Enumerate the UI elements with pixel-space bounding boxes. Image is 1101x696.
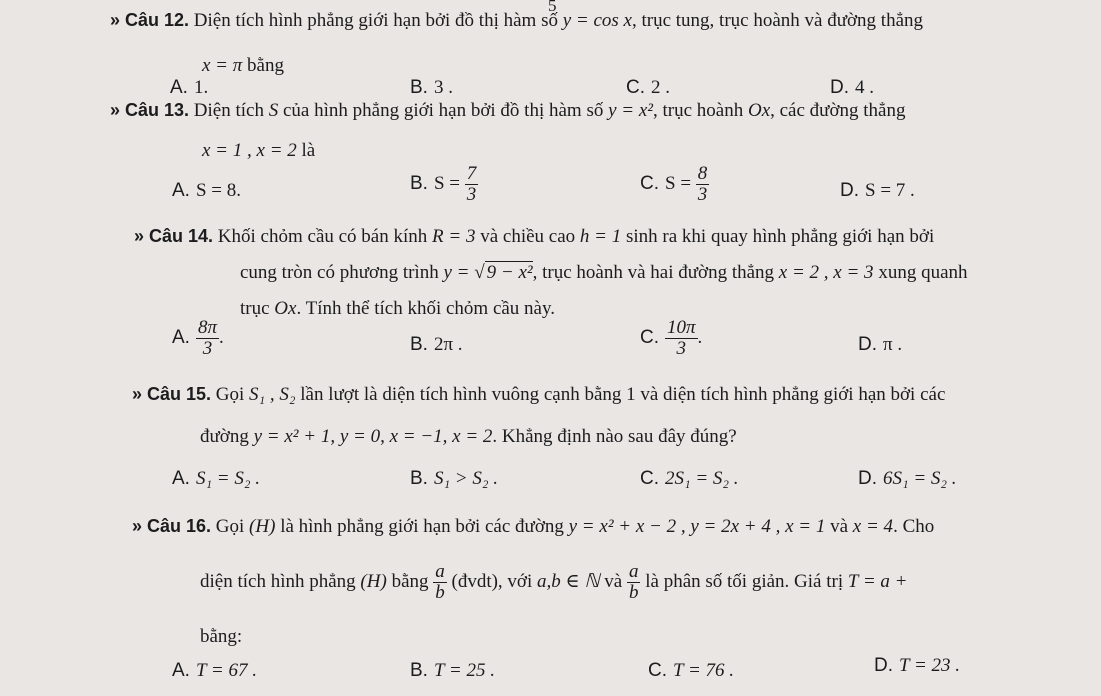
q16-label: » Câu 16. — [132, 516, 212, 536]
q16-option-c-label: C. — [648, 660, 667, 681]
q13-option-a[interactable] — [172, 180, 241, 202]
q15-option-b-label: B. — [410, 468, 428, 489]
q15-text-2: lần lượt là diện tích hình vuông cạnh bằng 1 và diện tích hình phẳng giới hạn bởi các — [295, 384, 946, 405]
q13-option-b-den: 3 — [466, 183, 477, 205]
q15-line2-expr: y = x² + 1, y = 0, x = −1, x = 2 — [253, 426, 493, 447]
q12-line2-text: bằng — [242, 55, 284, 76]
q15-line-2 — [200, 426, 737, 448]
q13-option-b-label: B. — [410, 172, 428, 194]
page-number: 5 — [548, 0, 557, 15]
q13-option-d-label: D. — [840, 180, 859, 201]
q14-option-d-value: π . — [883, 334, 903, 355]
q16-option-a[interactable] — [172, 660, 257, 682]
q12-option-d[interactable] — [830, 77, 874, 99]
q16-line2-text-3: (đvdt), với — [446, 570, 538, 592]
q13-option-b-prefix: S = — [433, 172, 460, 194]
q16-text-4: . Cho — [893, 516, 935, 537]
q14-line3-text-1: trục — [240, 298, 275, 319]
q14-option-d[interactable] — [858, 334, 902, 356]
q14-text-1: Khối chỏm cầu có bán kính — [217, 226, 433, 247]
q15-option-a[interactable] — [172, 468, 260, 490]
q14-option-b[interactable] — [410, 334, 463, 356]
q12-line-2 — [202, 55, 284, 77]
q16-line2-h: (H) — [360, 570, 387, 592]
q13-line2-text: là — [296, 140, 316, 161]
q15-option-d-value: 6S₁ = S₂ . — [883, 468, 957, 489]
q14-option-c-fraction — [665, 318, 698, 359]
q16-line-2 — [200, 562, 908, 603]
q12-option-c-label: C. — [626, 77, 645, 98]
q15-option-b-value: S₁ > S₂ . — [433, 468, 498, 489]
q16-line3-text: bằng: — [200, 626, 243, 647]
q14-line-1 — [134, 226, 934, 248]
q12-option-b-value: 3 . — [433, 77, 453, 98]
q16-option-b-label: B. — [410, 660, 428, 681]
q16-option-a-value: T = 67 . — [195, 660, 257, 681]
q15-line2-text-1: đường — [200, 426, 254, 447]
q15-option-b[interactable] — [410, 468, 498, 490]
q15-expr-s: S₁ , S₂ — [249, 384, 296, 405]
q12-label: » Câu 12. — [110, 10, 190, 30]
q15-option-a-label: A. — [172, 468, 190, 489]
q12-option-c[interactable] — [626, 77, 670, 99]
q16-option-b[interactable] — [410, 660, 495, 682]
q16-option-b-value: T = 25 . — [433, 660, 495, 681]
q16-option-a-label: A. — [172, 660, 190, 681]
q15-option-c-value: 2S₁ = S₂ . — [665, 468, 739, 489]
q14-option-c-num: 10π — [667, 317, 696, 338]
q14-option-a-den: 3 — [202, 337, 213, 359]
q14-line3-axis: Ox — [274, 298, 297, 319]
q13-option-b[interactable] — [410, 164, 478, 205]
q14-option-d-label: D. — [858, 334, 877, 355]
q13-option-a-value: S = 8. — [195, 180, 241, 201]
q16-fraction-2-num: a — [628, 561, 639, 582]
q13-expr-1: y = x² — [608, 100, 653, 121]
q15-option-c-label: C. — [640, 468, 659, 489]
q13-line-1 — [110, 100, 905, 122]
q16-option-d-value: T = 23 . — [899, 655, 961, 676]
q16-line-3 — [200, 626, 242, 648]
q15-line2-text-2: . Khẳng định nào sau đây đúng? — [492, 426, 737, 447]
q16-option-d[interactable] — [874, 655, 960, 677]
q14-line-2 — [240, 262, 968, 284]
q16-line-1 — [132, 516, 934, 538]
q16-text-1: Gọi — [215, 516, 250, 537]
q16-line2-text-1: diện tích hình phẳng — [200, 570, 361, 592]
q15-text-1: Gọi — [215, 384, 250, 405]
q13-option-c-fraction — [696, 164, 710, 205]
q16-line2-text-4: và — [599, 570, 627, 592]
q16-text-2: là hình phẳng giới hạn bởi các đường — [275, 516, 569, 537]
q14-line2-expr-sqrt: 9 − x² — [486, 262, 533, 283]
q14-text-2: và chiều cao — [475, 226, 580, 247]
q12-option-c-value: 2 . — [651, 77, 670, 98]
q13-option-c-den: 3 — [697, 183, 708, 205]
q13-text-2: của hình phẳng giới hạn bởi đồ thị hàm số — [278, 100, 609, 121]
q13-text-4: , các đường thẳng — [770, 100, 906, 121]
q13-line2-expr: x = 1 , x = 2 — [202, 140, 297, 161]
q16-fraction-2-den: b — [628, 581, 639, 603]
q15-option-d[interactable] — [858, 468, 957, 490]
q12-expr-1: y = cos x — [562, 10, 632, 31]
q14-label: » Câu 14. — [134, 226, 214, 246]
q14-line2-expr-pre: y = — [443, 262, 475, 283]
q15-label: » Câu 15. — [132, 384, 212, 404]
q16-option-c[interactable] — [648, 660, 734, 682]
q16-fraction-2 — [627, 562, 641, 603]
q15-option-a-value: S₁ = S₂ . — [195, 468, 260, 489]
q13-option-c-prefix: S = — [665, 172, 692, 194]
q14-line2-expr-2: x = 2 , x = 3 — [778, 262, 874, 283]
q12-option-b[interactable] — [410, 77, 453, 99]
q12-option-d-value: 4 . — [855, 77, 874, 98]
q14-option-a-label: A. — [172, 326, 190, 348]
q14-expr-r: R = 3 — [432, 226, 476, 247]
q16-fraction-1-den: b — [435, 581, 445, 603]
q13-option-c[interactable] — [640, 164, 709, 205]
q13-axis: Ox — [747, 100, 771, 121]
q14-line3-text-2: . Tính thể tích khối chỏm cầu này. — [296, 298, 556, 319]
q13-option-d-value: S = 7 . — [865, 180, 915, 201]
q12-option-a[interactable] — [170, 77, 208, 99]
q15-option-c[interactable] — [640, 468, 739, 490]
q14-expr-h: h = 1 — [579, 226, 622, 247]
q16-expr-1: y = x² + x − 2 , y = 2x + 4 , x = 1 — [568, 516, 826, 537]
q14-line2-text-2: , trục hoành và hai đường thẳng — [532, 262, 779, 283]
q16-line2-expr: a,b ∈ ℕ — [537, 570, 600, 592]
q14-text-3: sinh ra khi quay hình phẳng giới hạn bởi — [621, 226, 935, 247]
q12-option-b-label: B. — [410, 77, 428, 98]
q14-line-3 — [240, 298, 555, 320]
q13-var: S — [268, 100, 279, 121]
q13-text-1: Diện tích — [193, 100, 269, 121]
q16-line2-text-2: bằng — [386, 570, 434, 592]
q13-label: » Câu 13. — [110, 100, 190, 120]
q14-option-b-label: B. — [410, 334, 428, 355]
q15-line-1 — [132, 384, 945, 406]
q13-option-b-fraction — [465, 164, 479, 205]
q13-option-c-num: 8 — [697, 163, 708, 184]
q14-option-c-label: C. — [640, 326, 659, 348]
q12-option-a-value: 1. — [193, 77, 209, 98]
sqrt-icon: √ — [474, 262, 485, 283]
q12-text-2: , trục tung, trục hoành và đường thẳng — [631, 10, 924, 31]
q16-expr-2: x = 4 — [852, 516, 894, 537]
q12-option-a-label: A. — [170, 77, 188, 98]
q12-line2-expr: x = π — [202, 55, 243, 76]
q13-option-a-label: A. — [172, 180, 190, 201]
q13-line-2 — [202, 140, 315, 162]
q13-option-d[interactable] — [840, 180, 915, 202]
q14-option-b-value: 2π . — [433, 334, 463, 355]
q14-option-a[interactable]: A. $\frac{8\pi}{3}$ . — [172, 317, 224, 359]
q16-option-c-value: T = 76 . — [673, 660, 735, 681]
q14-option-c[interactable]: C. $\frac{10\pi}{3}$ . — [640, 317, 703, 359]
q16-line2-text-5: là phân số tối giản. Giá trị — [640, 570, 848, 592]
q16-fraction-1-num: a — [435, 561, 445, 582]
q12-line-1 — [110, 10, 923, 32]
q14-option-a-num: 8π — [197, 317, 217, 338]
q12-option-d-label: D. — [830, 77, 849, 98]
q14-option-a-fraction — [196, 318, 219, 359]
q12-text-1: Diện tích hình phẳng giới hạn bởi đồ thị hàm số — [193, 10, 563, 31]
q14-option-c-den: 3 — [676, 337, 687, 359]
q16-text-3: và — [825, 516, 853, 537]
q13-option-b-num: 7 — [466, 163, 477, 184]
q16-option-d-label: D. — [874, 655, 893, 676]
q15-option-d-label: D. — [858, 468, 877, 489]
q16-expr-h: (H) — [249, 516, 276, 537]
q13-option-c-label: C. — [640, 172, 659, 194]
q16-fraction-1 — [433, 562, 447, 603]
q14-line2-text-1: cung tròn có phương trình — [240, 262, 444, 283]
q13-text-3: , trục hoành — [652, 100, 748, 121]
q14-line2-text-3: xung quanh — [873, 262, 968, 283]
q16-line2-expr-t: T = a + — [847, 570, 908, 592]
